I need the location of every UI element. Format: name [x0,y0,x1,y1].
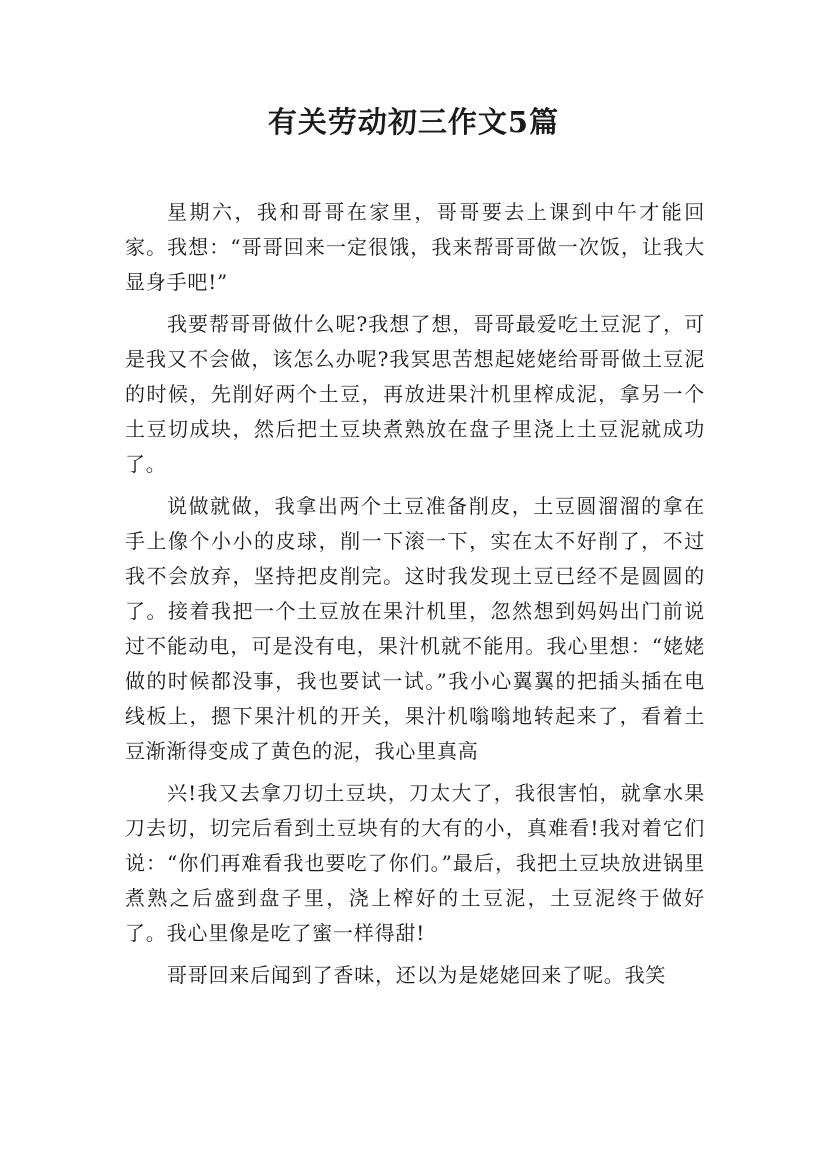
paragraph-1: 星期六，我和哥哥在家里，哥哥要去上课到中午才能回家。我想：“哥哥回来一定很饿，我来帮哥哥做一次饭，让我大显身手吧!” [125,200,705,294]
paragraph-4: 兴!我又去拿刀切土豆块，刀太大了，我很害怕，就拿水果刀去切，切完后看到土豆块有的大有的小，真难看!我对着它们说：“你们再难看我也要吃了你们。”最后，我把土豆块放进锅里煮熟之后盛到盘子里，浇上榨好的土豆泥，土豆泥终于做好了。我心里像是吃了蜜一样得甜! [125,781,705,945]
paragraph-3: 说做就做，我拿出两个土豆准备削皮，土豆圆溜溜的拿在手上像个小小的皮球，削一下滚一下，实在太不好削了，不过我不会放弃，坚持把皮削完。这时我发现土豆已经不是圆圆的了。接着我把一个土豆放在果汁机里，忽然想到妈妈出门前说过不能动电，可是没有电，果汁机就不能用。我心里想：“姥姥做的时候都没事，我也要试一试。”我小心翼翼的把插头插在电线板上，摁下果汁机的开关，果汁机嗡嗡地转起来了，看着土豆渐渐得变成了黄色的泥，我心里真高 [125,494,705,763]
paragraph-5: 哥哥回来后闻到了香味，还以为是姥姥回来了呢。我笑 [167,963,667,987]
document-body [125,195,705,993]
paragraph-2: 我要帮哥哥做什么呢?我想了想，哥哥最爱吃土豆泥了，可是我又不会做，该怎么办呢?我冥思苦想起姥姥给哥哥做土豆泥的时候，先削好两个土豆，再放进果汁机里榨成泥，拿另一个土豆切成块，然后把土豆块煮熟放在盘子里浇上土豆泥就成功了。 [125,312,705,476]
document-title: 有关劳动初三作文5篇 [267,105,560,139]
